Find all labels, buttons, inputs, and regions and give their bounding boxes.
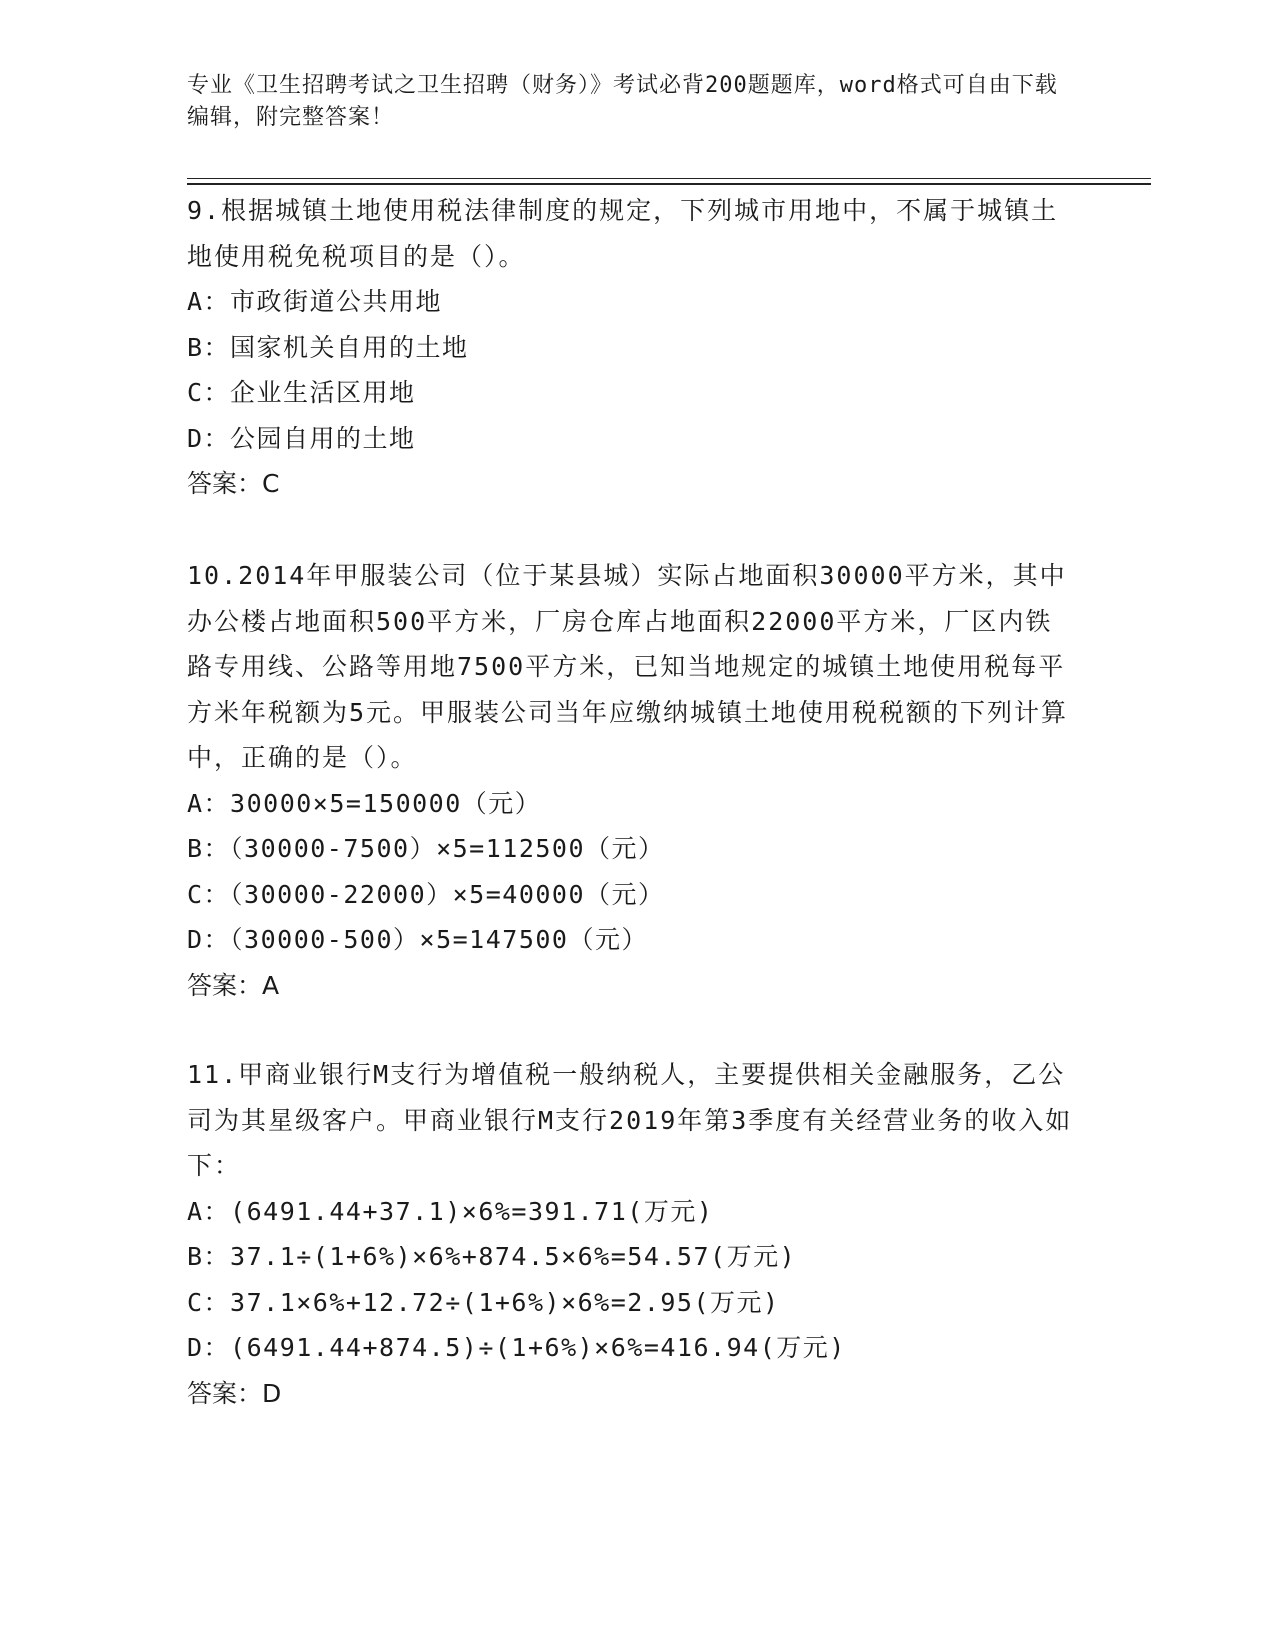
question-10 (187, 553, 1077, 1008)
question-9 (187, 188, 1077, 507)
option-d: D：（30000-500）×5=147500（元） (187, 925, 648, 954)
option-d: D：(6491.44+874.5)÷(1+6%)×6%=416.94(万元) (187, 1333, 846, 1362)
question-11 (187, 1052, 1077, 1416)
option-a: A：30000×5=150000（元） (187, 788, 542, 818)
answer: 答案：C (187, 469, 280, 498)
option-a: A：市政街道公共用地 (187, 287, 443, 316)
question-stem: 10.2014年甲服装公司（位于某县城）实际占地面积30000平方米，其中办公楼占地面积500平方米，厂房仓库占地面积22000平方米，厂区内铁路专用线、公路等用地7500平方米，已知当地规定的城镇土地使用税每平方米年税额为5元。甲服装公司当年应缴纳城镇土地使用税税额的下列计算中，正确的是（）。 (187, 561, 1069, 772)
option-c: C：37.1×6%+12.72÷(1+6%)×6%=2.95(万元) (187, 1287, 780, 1317)
question-stem: 11.甲商业银行M支行为增值税一般纳税人，主要提供相关金融服务，乙公司为其星级客户。甲商业银行M支行2019年第3季度有关经营业务的收入如下： (187, 1060, 1073, 1180)
document-header: 专业《卫生招聘考试之卫生招聘（财务）》考试必背200题题库，word格式可自由下载编辑，附完整答案！ (187, 73, 1058, 130)
header-divider-thick (187, 183, 1151, 185)
option-c: C：（30000-22000）×5=40000（元） (187, 879, 665, 909)
answer: 答案：D (187, 1378, 282, 1408)
header-divider-thin (187, 178, 1151, 179)
option-d: D：公园自用的土地 (187, 423, 416, 453)
option-c: C：企业生活区用地 (187, 378, 416, 407)
option-b: B：（30000-7500）×5=112500（元） (187, 834, 665, 863)
answer: 答案：A (187, 970, 280, 1000)
option-b: B：37.1÷(1+6%)×6%+874.5×6%=54.57(万元) (187, 1242, 797, 1271)
question-stem: 9.根据城镇土地使用税法律制度的规定，下列城市用地中，不属于城镇土地使用税免税项目的是（）。 (187, 196, 1059, 271)
option-b: B：国家机关自用的土地 (187, 332, 469, 362)
option-a: A：(6491.44+37.1)×6%=391.71(万元) (187, 1196, 714, 1226)
